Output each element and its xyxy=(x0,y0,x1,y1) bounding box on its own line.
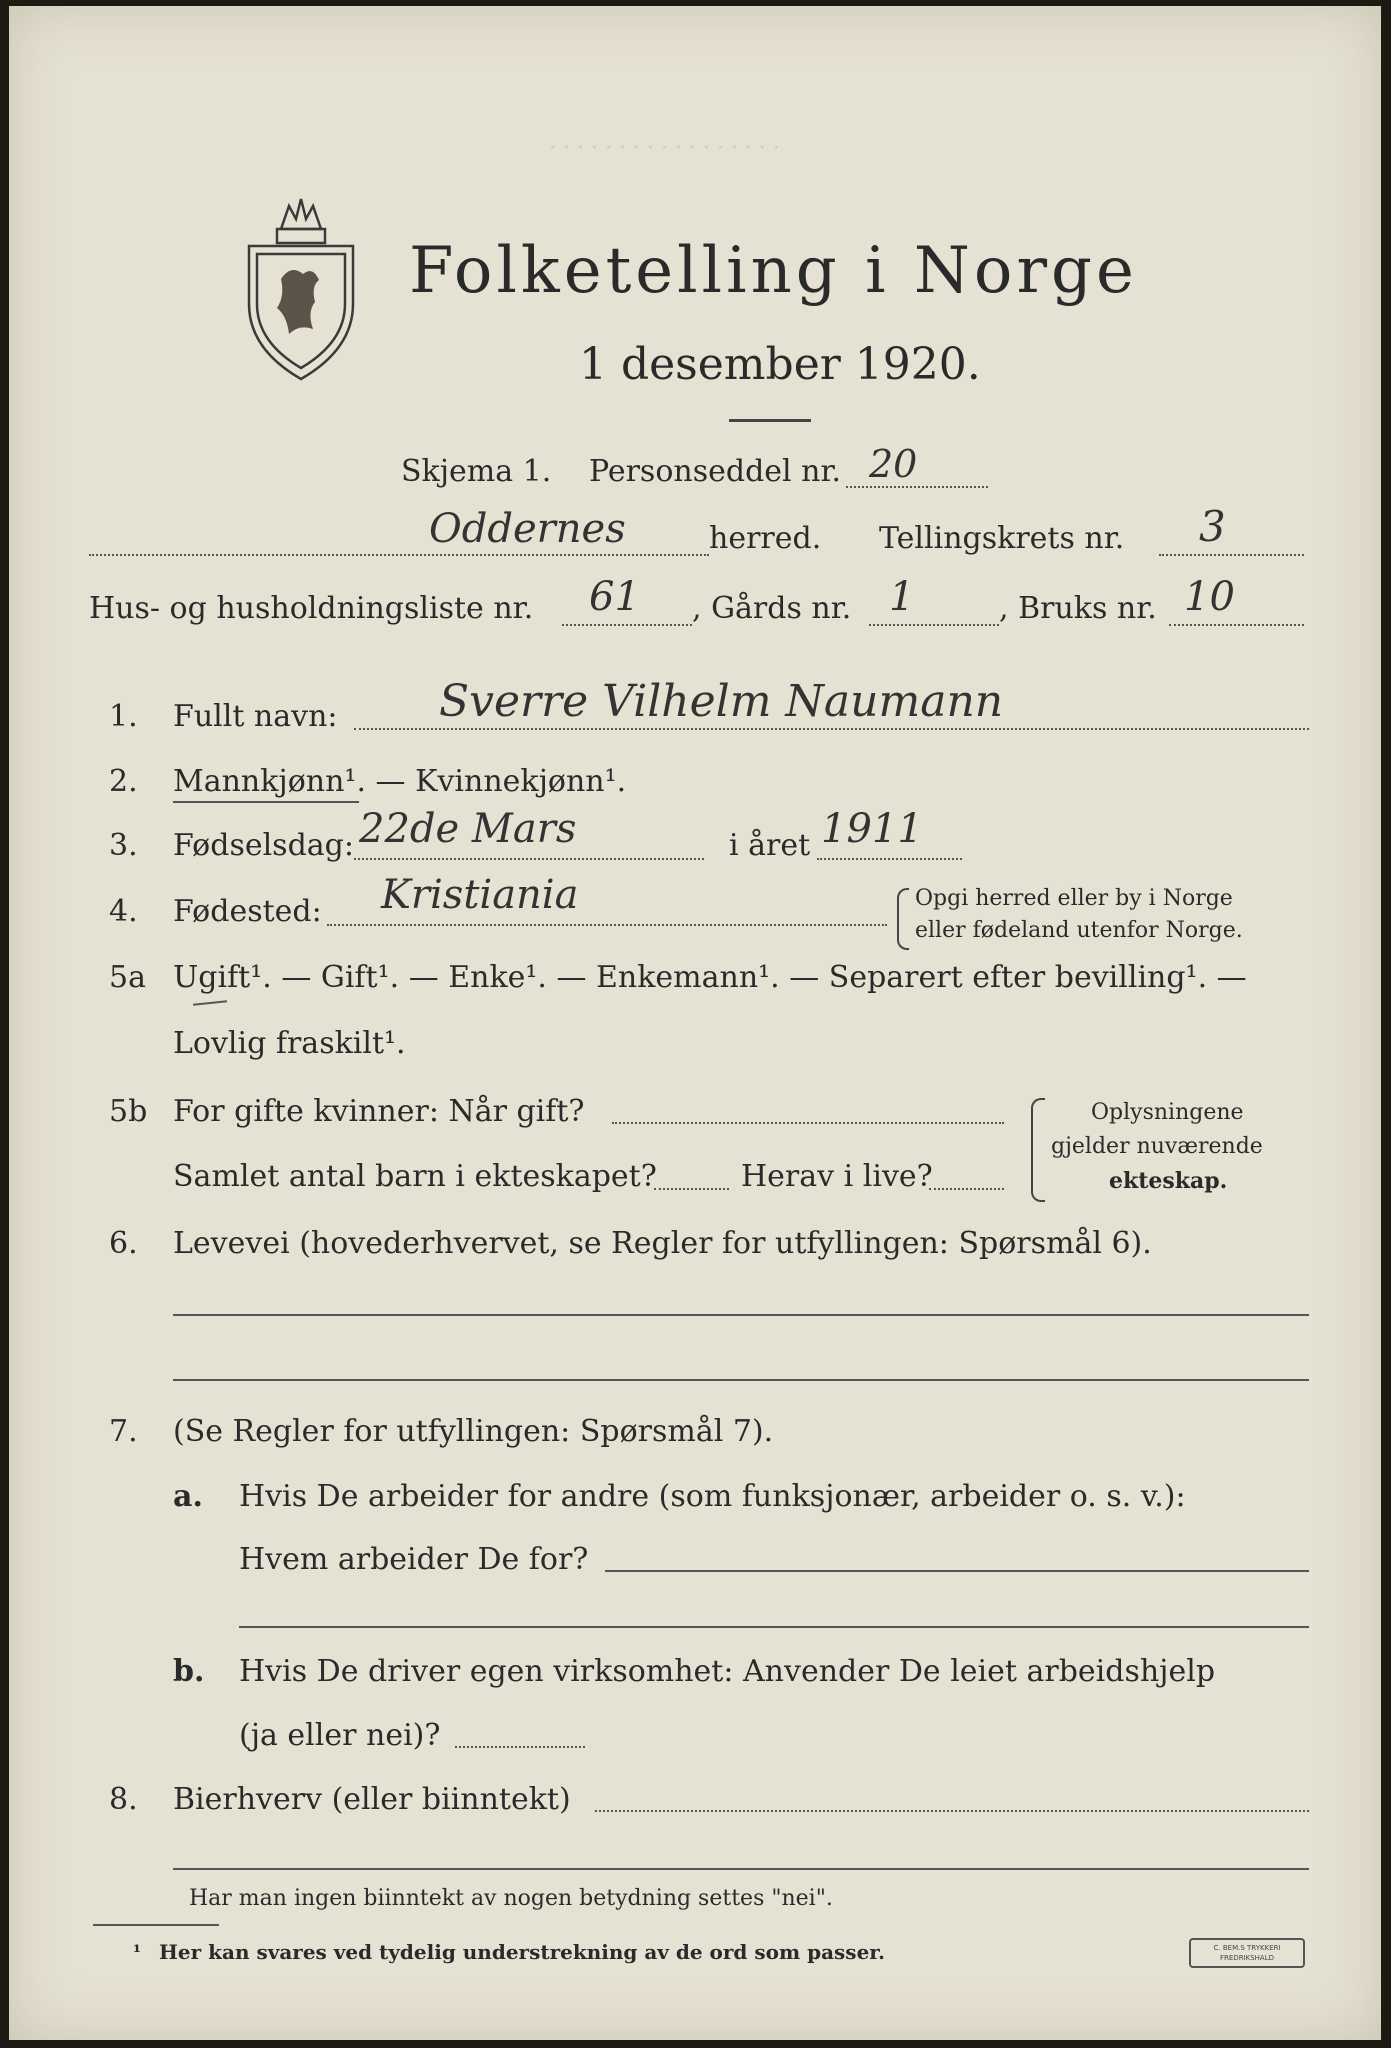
children-count-field[interactable] xyxy=(654,1188,729,1190)
q7b-letter: b. xyxy=(173,1654,205,1689)
year-label: i året xyxy=(729,828,811,863)
personseddel-label: Personseddel nr. xyxy=(589,454,842,489)
q2-number: 2. xyxy=(109,764,138,799)
q7-number: 7. xyxy=(109,1414,138,1449)
tellingskrets-field[interactable] xyxy=(1159,554,1304,556)
birth-year-value: 1911 xyxy=(821,806,923,852)
coat-of-arms-icon xyxy=(241,184,361,384)
form-title: Folketelling i Norge xyxy=(409,234,1138,308)
census-form-sheet xyxy=(9,6,1381,2040)
footnote-rule xyxy=(93,1924,219,1926)
q1-number: 1. xyxy=(109,699,138,734)
bruks-value: 10 xyxy=(1184,574,1235,620)
birth-year-field[interactable] xyxy=(817,858,962,860)
q7a-letter: a. xyxy=(173,1479,203,1514)
husliste-value: 61 xyxy=(589,574,640,620)
personseddel-field[interactable] xyxy=(846,486,988,488)
printer-stamp-text: C. BEM.S TRYKKERI FREDRIKSHALD xyxy=(1213,1944,1281,1962)
skjema-label: Skjema 1. xyxy=(401,454,552,489)
q5a-line2: Lovlig fraskilt¹. xyxy=(173,1026,406,1061)
bruks-field[interactable] xyxy=(1169,624,1304,626)
q6-number: 6. xyxy=(109,1226,138,1261)
personseddel-value: 20 xyxy=(869,442,918,486)
q8-label: Bierhverv (eller biinntekt) xyxy=(173,1782,571,1817)
occupation-field-line1[interactable] xyxy=(173,1314,1309,1316)
q4-number: 4. xyxy=(109,894,138,929)
birthplace-note-brace xyxy=(897,888,909,950)
q8-number: 8. xyxy=(109,1782,138,1817)
marriage-note-brace xyxy=(1031,1098,1045,1202)
q3-label: Fødselsdag: xyxy=(173,828,354,863)
form-date: 1 desember 1920. xyxy=(579,339,981,390)
marriage-note-line1: Oplysningene xyxy=(1091,1100,1244,1125)
birthplace-value: Kristiania xyxy=(381,872,579,918)
tellingskrets-value: 3 xyxy=(1199,502,1226,551)
q3-number: 3. xyxy=(109,828,138,863)
q7-label: (Se Regler for utfyllingen: Spørsmål 7). xyxy=(173,1414,774,1449)
marriage-date-field[interactable] xyxy=(612,1122,1004,1124)
herred-label: herred. xyxy=(709,521,822,556)
gards-value: 1 xyxy=(889,574,915,620)
gards-field[interactable] xyxy=(869,624,999,626)
husliste-label: Hus- og husholdningsliste nr. xyxy=(89,591,534,626)
q4-label: Fødested: xyxy=(173,894,322,929)
herred-value: Oddernes xyxy=(429,506,626,552)
q5a-number: 5a xyxy=(109,960,146,995)
q7a-line1: Hvis De arbeider for andre (som funksjonær, arbeider o. s. v.): xyxy=(239,1479,1186,1514)
q7a-line2: Hvem arbeider De for? xyxy=(239,1542,589,1577)
q2-label: Mannkjønn¹. — Kvinnekjønn¹. xyxy=(173,764,627,799)
footnote-text: Her kan svares ved tydelig understrekning av de ord som passer. xyxy=(159,1940,885,1964)
full-name-value: Sverre Vilhelm Naumann xyxy=(439,676,1004,727)
title-rule xyxy=(729,419,811,422)
side-income-note: Har man ingen biinntekt av nogen betydning settes "nei". xyxy=(189,1886,833,1911)
q1-label: Fullt navn: xyxy=(173,699,338,734)
printer-stamp xyxy=(1189,1938,1305,1968)
bleed-through-text: · · · · · · · · · · · · · · · · · xyxy=(549,136,780,161)
q5b-line1: For gifte kvinner: Når gift? xyxy=(173,1094,585,1129)
side-income-field[interactable] xyxy=(595,1810,1309,1812)
marriage-note-line3: ekteskap. xyxy=(1109,1168,1228,1194)
q5a-line1: Ugift¹. — Gift¹. — Enke¹. — Enkemann¹. — Separert efter bevilling¹. — xyxy=(173,960,1247,995)
husliste-field[interactable] xyxy=(562,624,692,626)
side-income-field-line2[interactable] xyxy=(173,1868,1309,1870)
occupation-field-line2[interactable] xyxy=(173,1379,1309,1381)
full-name-field[interactable] xyxy=(354,728,1309,730)
footnote-mark: ¹ xyxy=(133,1942,141,1963)
birthplace-note-line2: eller fødeland utenfor Norge. xyxy=(915,918,1243,943)
birthplace-note-line1: Opgi herred eller by i Norge xyxy=(915,886,1233,911)
marriage-note-line2: gjelder nuværende xyxy=(1051,1134,1263,1159)
herred-field[interactable] xyxy=(89,554,709,556)
hired-help-field[interactable] xyxy=(455,1746,585,1748)
tellingskrets-label: Tellingskrets nr. xyxy=(879,521,1125,556)
q6-label: Levevei (hovederhvervet, se Regler for utfyllingen: Spørsmål 6). xyxy=(173,1226,1152,1261)
birthday-field[interactable] xyxy=(354,858,704,860)
employer-field[interactable] xyxy=(605,1570,1309,1572)
q5b-line2a: Samlet antal barn i ekteskapet? xyxy=(173,1159,657,1194)
q7b-line2: (ja eller nei)? xyxy=(239,1718,441,1753)
q7b-line1: Hvis De driver egen virksomhet: Anvender De leiet arbeidshjelp xyxy=(239,1654,1216,1689)
children-alive-field[interactable] xyxy=(929,1188,1004,1190)
bruks-label: , Bruks nr. xyxy=(999,591,1157,626)
birthplace-field[interactable] xyxy=(327,924,887,926)
employer-field-line2[interactable] xyxy=(239,1626,1309,1628)
q5b-line2b: Herav i live? xyxy=(741,1159,933,1194)
birthday-value: 22de Mars xyxy=(359,806,577,852)
gards-label: , Gårds nr. xyxy=(692,591,852,626)
ugift-mark xyxy=(193,1000,227,1006)
q5b-number: 5b xyxy=(109,1094,148,1129)
mannkjonn-underline xyxy=(173,801,359,803)
